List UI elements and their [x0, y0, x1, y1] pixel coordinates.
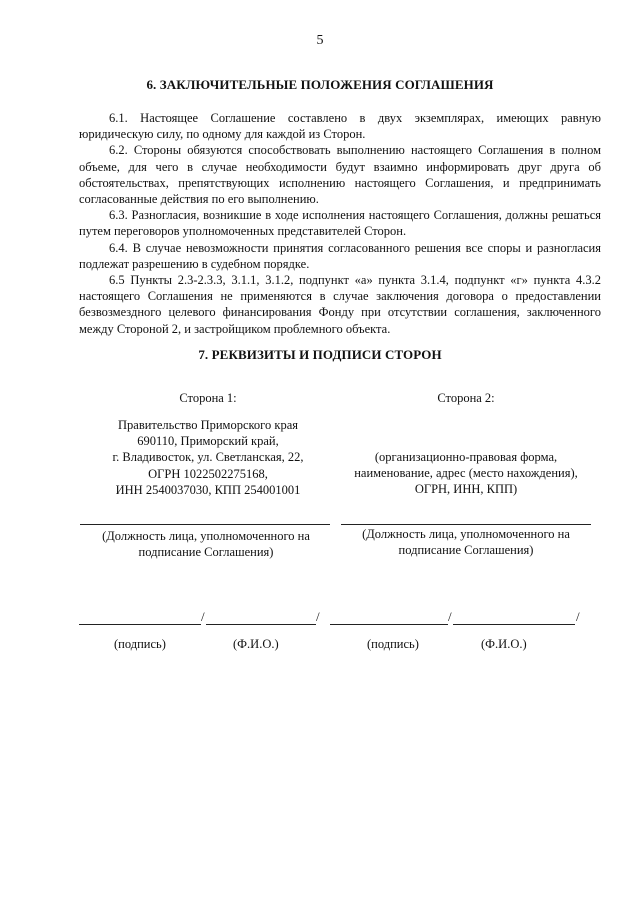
paragraph-6-3: 6.3. Разногласия, возникшие в ходе исполнения настоящего Соглашения, должны решаться путем переговоров уполномоченных представителей Сторон. — [79, 208, 601, 239]
paragraph-6-5: 6.5 Пункты 2.3-2.3.3, 3.1.1, 3.1.2, подпункт «а» пункта 3.1.4, подпункт «г» пункта 4.3.2 настоящего Соглашения не применяются в случае заключения договора о предоставлении безвозмездного целевого финансирования Фонду при отсутствии соглашения, заключенного между Стороной 2, и застройщиком проблемного объекта. — [79, 273, 601, 336]
slash: / — [448, 609, 452, 624]
party-2-position-line — [341, 524, 591, 525]
caption-line: подписание Соглашения) — [138, 545, 274, 560]
party-2-signature-line — [330, 624, 448, 625]
page-number: 5 — [316, 33, 324, 48]
section-6-heading: 6. ЗАКЛЮЧИТЕЛЬНЫЕ ПОЛОЖЕНИЯ СОГЛАШЕНИЯ — [146, 77, 494, 92]
caption-line: (Должность лица, уполномоченного на — [362, 527, 570, 541]
paragraph-6-4: 6.4. В случае невозможности принятия согласованного решения все споры и разногласия подлежат разрешению в судебном порядке. — [79, 240, 601, 271]
party-1-details — [88, 417, 328, 498]
party-1-signature-label: (подпись) — [114, 637, 166, 651]
party-2-line: наименование, адрес (место нахождения), — [354, 466, 578, 481]
slash: / — [201, 609, 205, 624]
section-7-heading: 7. РЕКВИЗИТЫ И ПОДПИСИ СТОРОН — [198, 347, 442, 362]
party-2-fio-line — [453, 624, 575, 625]
party-2-line: (организационно-правовая форма, — [374, 450, 558, 464]
party-2-label: Сторона 2: — [437, 391, 495, 405]
paragraph-6-2: 6.2. Стороны обязуются способствовать выполнению настоящего Соглашения в полном объеме, для чего в случае необходимости будут взаимно информировать друг друга об обстоятельствах, препятствующих исполнению настоящего Соглашения, и предпринимать согласованные действия по его выполнению. — [79, 143, 601, 207]
party-1-fio-line — [206, 624, 316, 625]
party-1-line: г. Владивосток, ул. Светланская, 22, — [112, 450, 304, 465]
section-6-body — [79, 110, 601, 337]
party-1-line: 690110, Приморский край, — [137, 434, 279, 449]
party-1-line: ИНН 2540037030, КПП 254001001 — [115, 482, 301, 497]
party-2-position-caption — [336, 526, 596, 558]
party-2-fio-label: (Ф.И.О.) — [481, 637, 527, 651]
party-1-signature-line — [79, 624, 201, 625]
party-2-signature-label: (подпись) — [367, 637, 419, 651]
party-1-line: Правительство Приморского края — [118, 418, 298, 432]
party-1-label: Сторона 1: — [179, 391, 237, 405]
party-1-position-caption — [76, 528, 336, 560]
caption-line: подписание Соглашения) — [398, 543, 534, 558]
caption-line: (Должность лица, уполномоченного на — [102, 529, 310, 543]
party-1-position-line — [80, 524, 330, 525]
slash: / — [316, 609, 320, 624]
paragraph-6-1: 6.1. Настоящее Соглашение составлено в двух экземплярах, имеющих равную юридическую силу, по одному для каждой из Сторон. — [79, 111, 601, 142]
party-1-fio-label: (Ф.И.О.) — [233, 637, 279, 651]
party-1-line: ОГРН 1022502275168, — [148, 466, 268, 481]
party-2-line: ОГРН, ИНН, КПП) — [414, 482, 518, 497]
slash: / — [576, 609, 580, 624]
party-2-details — [346, 449, 586, 498]
